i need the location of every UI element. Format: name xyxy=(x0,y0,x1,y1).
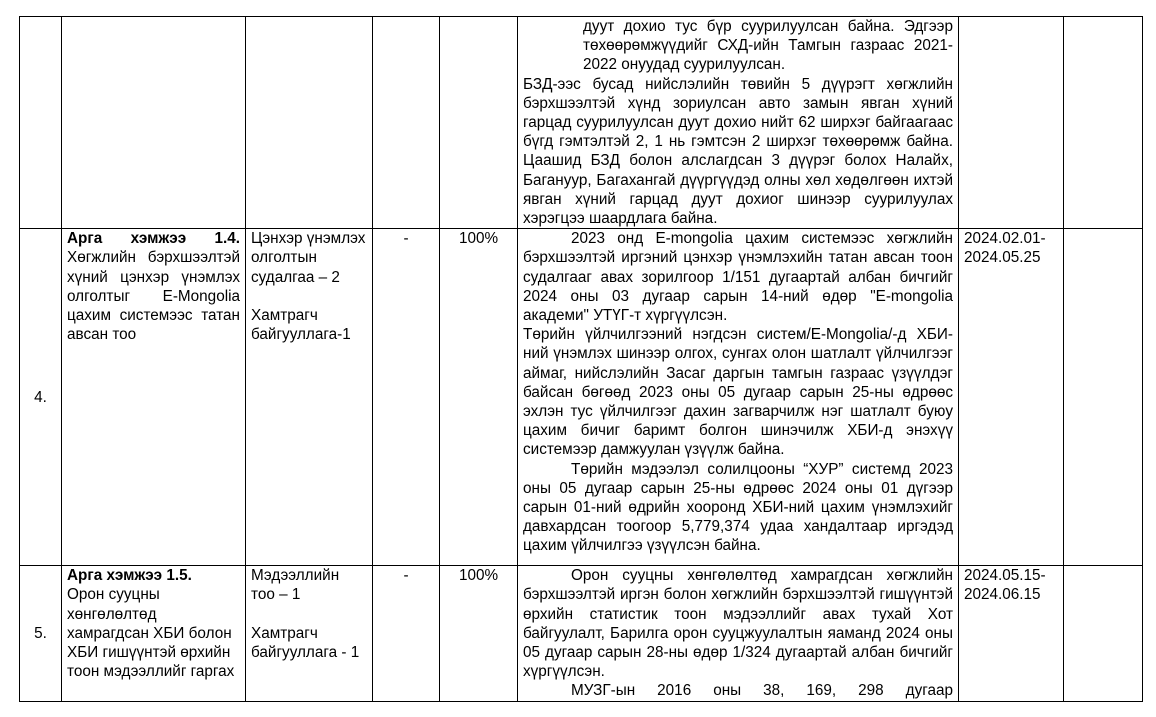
progress-value: 100% xyxy=(440,229,518,566)
table-row-measure-1-5 xyxy=(20,566,1143,701)
measure-cell xyxy=(62,566,246,701)
note-cell xyxy=(1064,17,1143,229)
detail-paragraph: Орон сууцны хөнгөлөлтөд хамрагдсан хөгжлийн бэрхшээлтэй иргэн болон хөгжлийн бэрхшээлтэй гишүүнтэй өрхийн статистик тоон мэдээллийг авах тухай Хот байгуулалт, Барилга орон сууцжуулалтын яаманд 2024 оны 05 дугаар сарын 28-ны өдөр 1/324 дугаартай албан бичгийг хүргүүлсэн. xyxy=(523,567,953,681)
period-value: 2024.05.15-2024.06.15 xyxy=(959,566,1064,701)
note-cell xyxy=(1064,566,1143,701)
measure-cell xyxy=(62,229,246,566)
budget-value: - xyxy=(373,229,440,566)
detail-paragraph: дуут дохио тус бүр суурилуулсан байна. Эдгээр төхөөрөмжүүдийг СХД-ийн Тамгын газраас 2021-2022 онуудад суурилуулсан. xyxy=(583,18,953,74)
indicator-cell xyxy=(246,17,373,229)
detail-paragraph: Төрийн үйлчилгээний нэгдсэн систем/E-Mongolia/-д ХБИ-ний үнэмлэх шинээр олгох, сунгах олон шатлалт үйлчилгээг аймаг, нийслэлийн Засаг даргын тамгын газраас үзүүлдэг байсан бөгөөд 2023 оны 05 дугаар сарын 25-ны өдрөөс эхлэн тус үйлчилгээг дахин загварчилж нэг шатлалт буюу цахим бичиг баримт болгон шинэчилж ХБИ-д энэхүү системээр дамжуулан үзүүлж байна. xyxy=(523,326,953,459)
indicator-cell xyxy=(246,229,373,566)
measure-title: Арга хэмжээ 1.4. xyxy=(67,230,240,248)
detail-cell xyxy=(518,566,959,701)
indicator-line: Мэдээллийн тоо – 1 xyxy=(251,567,340,604)
budget-value: - xyxy=(373,566,440,701)
indicator-line: Цэнхэр үнэмлэх олголтын судалгаа – 2 xyxy=(251,230,366,286)
row-number-cell xyxy=(20,17,62,229)
measure-text: Хөгжлийн бэрхшээлтэй хүний цэнхэр үнэмлэх олголтыг E-Mongolia цахим системээс татан авсан тоо xyxy=(67,249,240,344)
detail-cell xyxy=(518,229,959,566)
detail-cell xyxy=(518,17,959,229)
measure-text: Орон сууцны хөнгөлөлтөд хамрагдсан ХБИ болон ХБИ гишүүнтэй өрхийн тоон мэдээллийг гаргах xyxy=(67,586,235,681)
measure-title: Арга хэмжээ 1.5. xyxy=(67,567,192,585)
row-number: 4. xyxy=(20,229,62,566)
period-cell xyxy=(959,17,1064,229)
measure-cell xyxy=(62,17,246,229)
detail-paragraph: Төрийн мэдээлэл солилцооны “ХУР” системд 2023 оны 05 дугаар сарын 25-ны өдрөөс 2024 оны 01 дүгээр сарын 01-ний өдрийн хооронд ХБИ-ний цахим үнэмлэхийг давхардсан тоогоор 5,779,374 удаа хандалтаар иргэдэд цахим үйлчилгээ үзүүлсэн байна. xyxy=(523,460,953,555)
table-row-continued xyxy=(20,17,1143,229)
indicator-line: Хамтрагч байгууллага - 1 xyxy=(251,624,360,661)
note-cell xyxy=(1064,229,1143,566)
indicator-cell xyxy=(246,566,373,701)
progress-value: 100% xyxy=(440,566,518,701)
budget-cell xyxy=(373,17,440,229)
progress-cell xyxy=(440,17,518,229)
action-plan-table xyxy=(19,16,1143,702)
detail-paragraph: БЗД-ээс бусад нийслэлийн төвийн 5 дүүрэгт хөгжлийн бэрхшээлтэй хүнд зориулсан авто замын явган хүний гарцад суурилуулсан дуут дохио нийт 62 ширхэг байгаагаас бүгд гэмтэлтэй 2, 1 нь гэмтсэн 2 ширхэг төхөөрөмж байна. Цаашид БЗД болон алслагдсан 3 дүүрэг болох Налайх, Багануур, Багахангай дүүргүүдэд олны хөл хөдөлгөөн ихтэй явган хүний гарцад дуут дохиог шинээр суурилуулах хэрэгцээ шаардлага байна. xyxy=(523,75,953,228)
row-number: 5. xyxy=(20,566,62,701)
indicator-line: Хамтрагч байгууллага-1 xyxy=(251,306,351,344)
detail-paragraph: МУЗГ-ын 2016 оны 38, 169, 298 дугаар xyxy=(571,682,953,700)
table-row-measure-1-4 xyxy=(20,229,1143,566)
detail-paragraph: 2023 онд E-mongolia цахим системээс хөгжлийн бэрхшээлтэй иргэний цэнхэр үнэмлэхийн татан авсан тоон судалгааг авах зорилгоор 1/151 дугаартай албан бичгийг 2024 оны 03 дугаар сарын 14-ний өдөр "E-mongolia академи" УТҮГ-т хүргүүлсэн. xyxy=(523,230,953,325)
period-value: 2024.02.01-2024.05.25 xyxy=(959,229,1064,566)
